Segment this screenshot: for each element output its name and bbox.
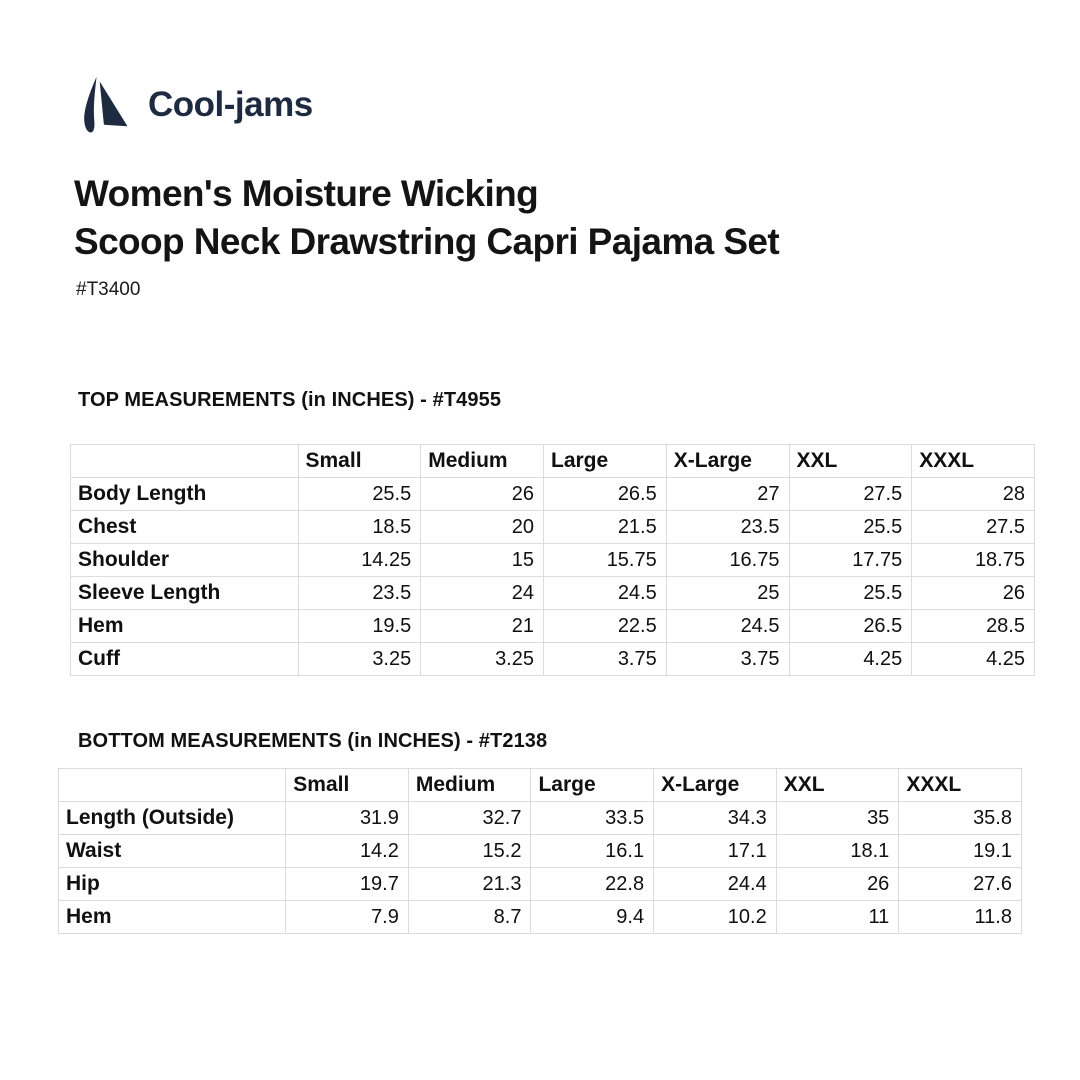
measurement-value: 11.8 xyxy=(899,901,1022,934)
measurement-value: 15.75 xyxy=(544,544,667,577)
measurement-value: 27.6 xyxy=(899,868,1022,901)
measurement-label: Sleeve Length xyxy=(71,577,299,610)
measurement-value: 35.8 xyxy=(899,802,1022,835)
measurement-value: 23.5 xyxy=(298,577,421,610)
measurement-row xyxy=(71,610,1035,643)
measurement-value: 18.5 xyxy=(298,511,421,544)
measurement-value: 24.4 xyxy=(654,868,777,901)
measurement-label: Hem xyxy=(59,901,286,934)
measurement-value: 14.2 xyxy=(286,835,409,868)
measurement-value: 10.2 xyxy=(654,901,777,934)
measurement-value: 24 xyxy=(421,577,544,610)
measurement-value: 4.25 xyxy=(912,643,1035,676)
measurement-row xyxy=(59,901,1022,934)
size-column-header: XXL xyxy=(776,769,899,802)
measurement-value: 3.25 xyxy=(298,643,421,676)
measurement-value: 18.75 xyxy=(912,544,1035,577)
measurement-value: 28.5 xyxy=(912,610,1035,643)
size-column-header: Large xyxy=(544,445,667,478)
size-column-header: Large xyxy=(531,769,654,802)
size-column-header: Medium xyxy=(421,445,544,478)
measurement-label: Length (Outside) xyxy=(59,802,286,835)
measurement-value: 24.5 xyxy=(666,610,789,643)
measurement-value: 16.1 xyxy=(531,835,654,868)
measurement-value: 22.8 xyxy=(531,868,654,901)
measurement-label: Chest xyxy=(71,511,299,544)
measurement-value: 19.1 xyxy=(899,835,1022,868)
bottom-measurements-heading: BOTTOM MEASUREMENTS (in INCHES) - #T2138 xyxy=(78,730,548,752)
measurement-value: 25 xyxy=(666,577,789,610)
corner-cell xyxy=(59,769,286,802)
measurement-value: 27.5 xyxy=(912,511,1035,544)
measurement-value: 17.1 xyxy=(654,835,777,868)
measurement-value: 3.75 xyxy=(666,643,789,676)
size-column-header: X-Large xyxy=(654,769,777,802)
measurement-value: 3.25 xyxy=(421,643,544,676)
size-column-header: X-Large xyxy=(666,445,789,478)
measurement-row xyxy=(71,511,1035,544)
measurement-value: 20 xyxy=(421,511,544,544)
measurement-value: 21 xyxy=(421,610,544,643)
measurement-value: 8.7 xyxy=(408,901,531,934)
size-column-header: Small xyxy=(286,769,409,802)
size-column-header: Medium xyxy=(408,769,531,802)
bottom-measurements-table-wrap xyxy=(58,768,1022,934)
top-measurements-table xyxy=(70,444,1035,676)
measurement-label: Hip xyxy=(59,868,286,901)
measurement-value: 3.75 xyxy=(544,643,667,676)
top-measurements-heading: TOP MEASUREMENTS (in INCHES) - #T4955 xyxy=(78,389,502,411)
measurement-label: Hem xyxy=(71,610,299,643)
measurement-value: 33.5 xyxy=(531,802,654,835)
measurement-value: 9.4 xyxy=(531,901,654,934)
product-title xyxy=(74,170,779,266)
measurement-value: 17.75 xyxy=(789,544,912,577)
measurement-value: 19.5 xyxy=(298,610,421,643)
measurement-row xyxy=(59,835,1022,868)
measurement-value: 26.5 xyxy=(789,610,912,643)
measurement-row xyxy=(71,577,1035,610)
product-title-line1: Women's Moisture Wicking xyxy=(74,173,539,214)
measurement-value: 11 xyxy=(776,901,899,934)
measurement-value: 16.75 xyxy=(666,544,789,577)
size-column-header: Small xyxy=(298,445,421,478)
measurement-row xyxy=(59,868,1022,901)
corner-cell xyxy=(71,445,299,478)
size-header-row xyxy=(71,445,1035,478)
measurement-value: 7.9 xyxy=(286,901,409,934)
product-sku: #T3400 xyxy=(76,279,141,300)
measurement-value: 32.7 xyxy=(408,802,531,835)
measurement-value: 25.5 xyxy=(789,511,912,544)
measurement-value: 25.5 xyxy=(298,478,421,511)
measurement-value: 21.3 xyxy=(408,868,531,901)
measurement-value: 4.25 xyxy=(789,643,912,676)
size-column-header: XXXL xyxy=(899,769,1022,802)
measurement-value: 31.9 xyxy=(286,802,409,835)
measurement-value: 27 xyxy=(666,478,789,511)
measurement-value: 14.25 xyxy=(298,544,421,577)
measurement-value: 19.7 xyxy=(286,868,409,901)
sailboat-icon xyxy=(78,70,136,140)
brand-logo xyxy=(78,70,313,140)
measurement-value: 15 xyxy=(421,544,544,577)
bottom-measurements-table xyxy=(58,768,1022,934)
measurement-row xyxy=(71,478,1035,511)
size-column-header: XXL xyxy=(789,445,912,478)
measurement-row xyxy=(71,643,1035,676)
measurement-value: 21.5 xyxy=(544,511,667,544)
measurement-value: 15.2 xyxy=(408,835,531,868)
measurement-value: 28 xyxy=(912,478,1035,511)
measurement-value: 24.5 xyxy=(544,577,667,610)
top-measurements-table-wrap xyxy=(70,444,1035,676)
measurement-value: 25.5 xyxy=(789,577,912,610)
measurement-value: 35 xyxy=(776,802,899,835)
measurement-row xyxy=(71,544,1035,577)
measurement-value: 26 xyxy=(912,577,1035,610)
measurement-label: Shoulder xyxy=(71,544,299,577)
measurement-value: 34.3 xyxy=(654,802,777,835)
measurement-value: 27.5 xyxy=(789,478,912,511)
measurement-value: 26.5 xyxy=(544,478,667,511)
product-title-line2: Scoop Neck Drawstring Capri Pajama Set xyxy=(74,221,780,262)
brand-name: Cool-jams xyxy=(148,85,313,124)
measurement-value: 18.1 xyxy=(776,835,899,868)
measurement-value: 22.5 xyxy=(544,610,667,643)
measurement-value: 26 xyxy=(776,868,899,901)
measurement-value: 23.5 xyxy=(666,511,789,544)
measurement-row xyxy=(59,802,1022,835)
measurement-label: Body Length xyxy=(71,478,299,511)
measurement-label: Waist xyxy=(59,835,286,868)
measurement-label: Cuff xyxy=(71,643,299,676)
size-header-row xyxy=(59,769,1022,802)
measurement-value: 26 xyxy=(421,478,544,511)
size-column-header: XXXL xyxy=(912,445,1035,478)
